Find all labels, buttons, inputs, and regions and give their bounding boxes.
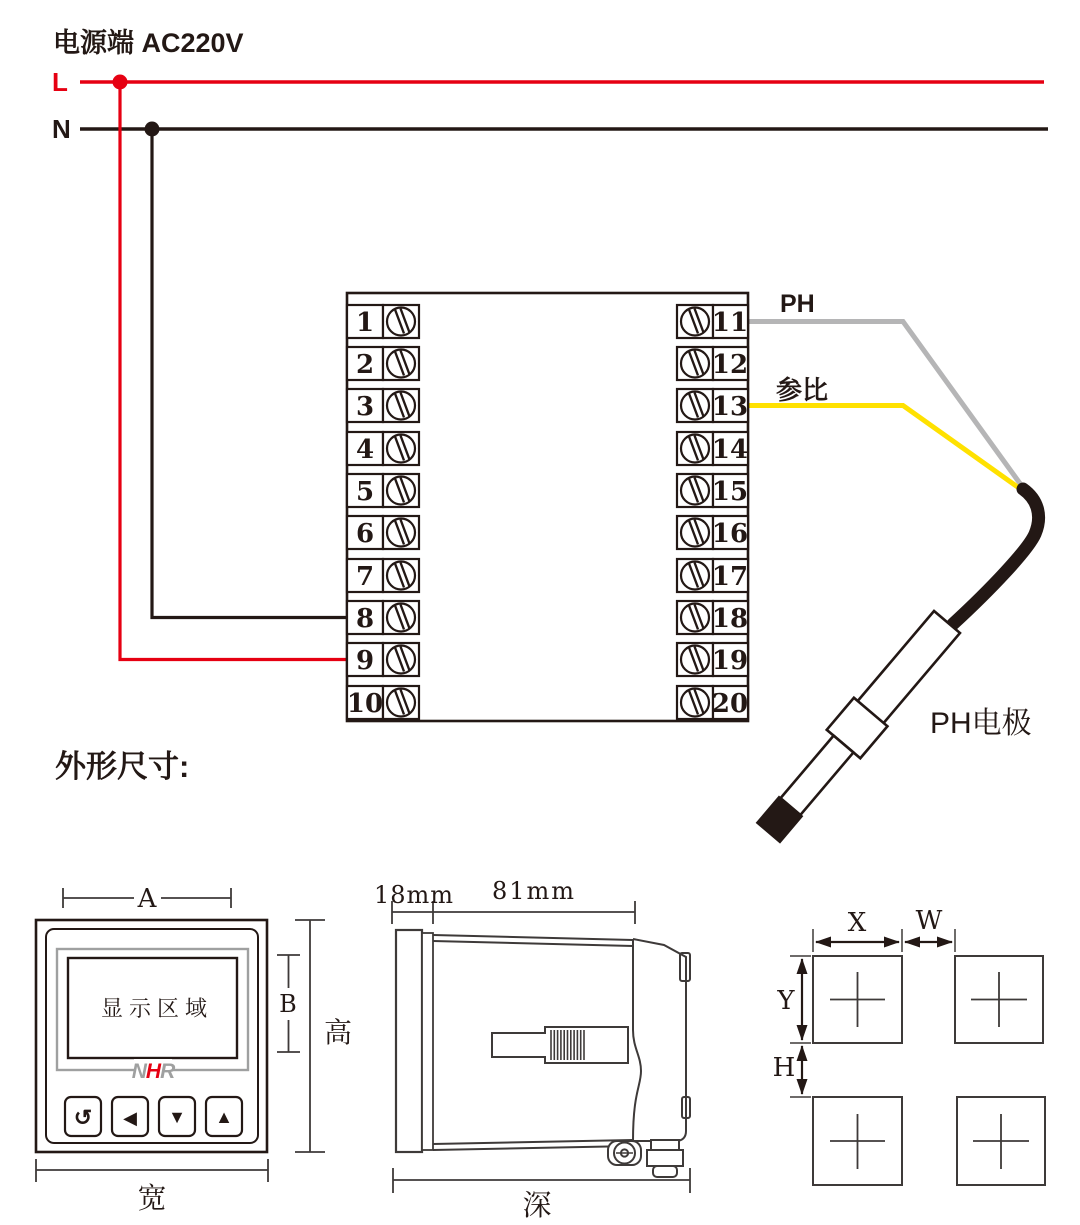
terminal-row-18: [677, 601, 748, 634]
terminal-row-20: [677, 686, 748, 719]
display-area-label: 显示区域: [100, 997, 214, 1022]
cutout-view: [773, 906, 1045, 1185]
terminal-number: 12: [711, 350, 749, 380]
terminal-number: 9: [355, 646, 375, 676]
section-title: 外形尺寸:: [55, 749, 190, 784]
dim-width-label: 宽: [137, 1181, 167, 1215]
terminal-row-12: [677, 347, 748, 380]
terminal-number: 2: [355, 350, 375, 380]
bottom-screw: [608, 1141, 641, 1165]
dim-y-label: Y: [777, 986, 795, 1016]
terminal-row-13: [677, 389, 748, 422]
terminal-number: 14: [711, 435, 749, 465]
logo-letter-h: H: [145, 1060, 161, 1083]
terminal-number: 8: [355, 604, 375, 634]
terminal-row-10: [347, 686, 419, 719]
dim-w-label: W: [915, 906, 943, 936]
line-l-label: L: [52, 67, 68, 97]
power-title-label: 电源端 AC220V: [53, 28, 244, 58]
terminal-number: 10: [346, 689, 384, 719]
side-view: [374, 877, 690, 1222]
terminal-row-14: [677, 432, 748, 465]
n-drop-wire: [152, 129, 349, 618]
terminal-number: 7: [355, 562, 375, 592]
terminal-number: 17: [711, 562, 749, 592]
terminal-row-8: [347, 601, 419, 634]
electrode-cable: [953, 489, 1039, 624]
down-arrow-icon: ▼: [168, 1107, 186, 1127]
terminal-number: 4: [355, 435, 375, 465]
bezel-front-panel: [396, 930, 422, 1152]
terminal-row-11: [677, 305, 748, 338]
terminal-number: 19: [711, 646, 749, 676]
dim-body-label: 81mm: [491, 877, 577, 905]
n-junction-dot: [145, 122, 160, 137]
up-arrow-icon: ▲: [215, 1107, 233, 1127]
terminal-row-4: [347, 432, 419, 465]
terminal-row-16: [677, 516, 748, 549]
terminal-number: 11: [711, 308, 749, 338]
ref-wire: [748, 406, 1026, 494]
dim-b-label: B: [279, 990, 297, 1018]
cutout-squares: [813, 956, 1045, 1185]
svg-text:NHR: [132, 1060, 176, 1083]
terminal-row-1: [347, 305, 419, 338]
dim-bezel-label: 18mm: [373, 881, 455, 909]
terminal-row-2: [347, 347, 419, 380]
dim-h-label: H: [772, 1053, 796, 1083]
terminal-number: 5: [355, 477, 375, 507]
line-n-label: N: [52, 114, 71, 144]
terminal-row-5: [347, 474, 419, 507]
dim-depth-label: 深: [522, 1188, 552, 1222]
terminal-number: 1: [355, 308, 375, 338]
terminal-number: 6: [355, 519, 375, 549]
terminal-row-19: [677, 643, 748, 676]
logo-letter-n: N: [131, 1060, 146, 1083]
terminal-row-17: [677, 559, 748, 592]
terminal-number: 15: [711, 477, 749, 507]
terminal-row-7: [347, 559, 419, 592]
terminal-number: 13: [711, 392, 749, 422]
terminal-number: 3: [355, 392, 375, 422]
cable-gland: [647, 1140, 683, 1177]
mounting-bracket: [492, 1027, 628, 1063]
ph-wire-label: PH: [780, 290, 815, 318]
terminal-row-15: [677, 474, 748, 507]
logo-letter-r: R: [160, 1060, 175, 1083]
return-icon: ↺: [73, 1105, 93, 1130]
nhr-logo: [132, 1059, 176, 1083]
dim-x-label: X: [847, 908, 867, 938]
terminal-row-6: [347, 516, 419, 549]
dim-a-label: A: [137, 884, 157, 914]
sensor-wires: [748, 290, 1026, 493]
terminal-row-3: [347, 389, 419, 422]
terminal-number: 20: [711, 689, 749, 719]
ph-electrode-drawing: [752, 489, 1039, 847]
terminal-number: 18: [711, 604, 749, 634]
dim-width: [36, 1159, 268, 1182]
terminal-block: [347, 293, 748, 721]
ph-electrode-label: PH电极: [930, 707, 1032, 740]
l-junction-dot: [113, 75, 128, 90]
l-drop-wire: [120, 82, 349, 660]
left-arrow-icon: ◀: [123, 1108, 137, 1128]
front-view: [36, 884, 352, 1215]
ref-wire-label: 参比: [776, 375, 829, 405]
terminal-number: 16: [711, 519, 749, 549]
dim-height-label: 高: [323, 1016, 353, 1049]
bezel-inner-strip: [422, 933, 433, 1150]
terminal-row-9: [347, 643, 419, 676]
